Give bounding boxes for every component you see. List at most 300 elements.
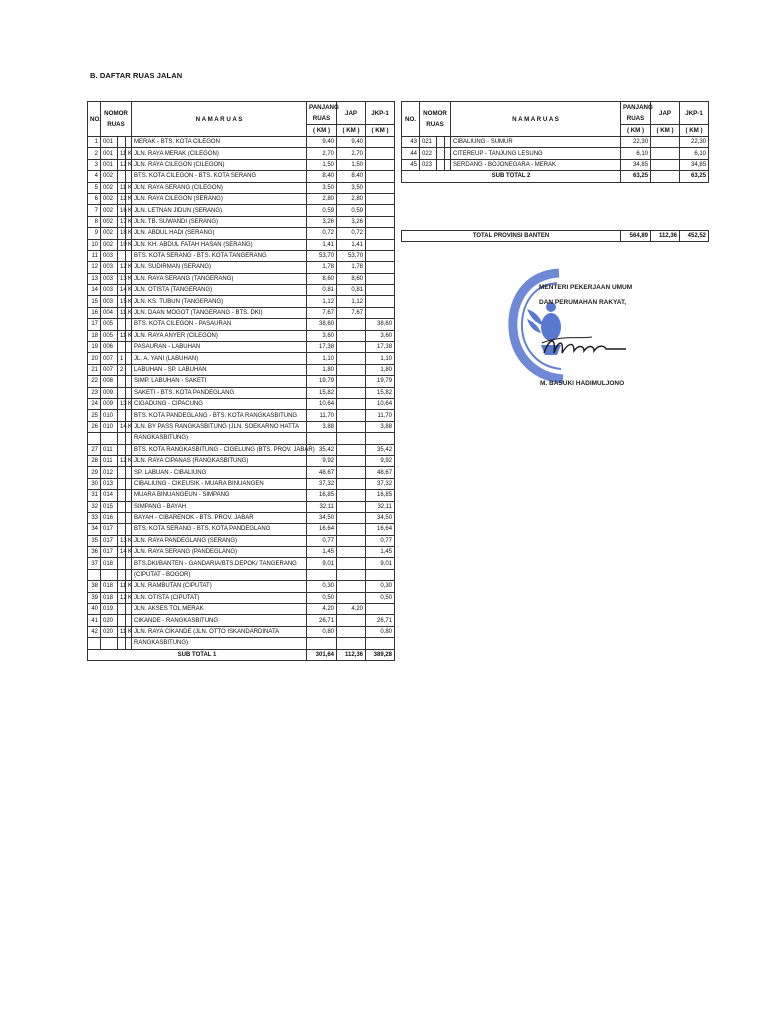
row-no: 37 [88,558,101,569]
row-panjang: 11,70 [307,410,337,421]
row-nomor: 004 [101,307,118,318]
row-k: K [126,398,132,409]
row-no [88,569,101,580]
row-sub: 12 [118,193,126,204]
row-nama: SP. LABUAN - CIBALIUNG [132,467,307,478]
row-jkp: 10,64 [366,398,395,409]
table-row [88,535,395,546]
row-panjang: 1,78 [307,262,337,273]
row-jkp: 17,38 [366,342,395,353]
row-no: 28 [88,455,101,466]
row-jap [337,592,366,603]
row-jap: 1,50 [337,159,366,170]
row-nama: JLN. OTISTA (CIPUTAT) [132,592,307,603]
row-jap: 4,20 [337,604,366,615]
subtotal-1-row [88,649,395,660]
row-k: K [126,159,132,170]
table-row [88,296,395,307]
row-nomor: 006 [101,342,118,353]
row-sub: 11 [118,626,126,637]
row-panjang: 35,42 [307,444,337,455]
row-k: K [126,193,132,204]
table-row [88,501,395,512]
row-no: 12 [88,262,101,273]
header-2-km: ( KM ) [621,125,651,137]
header-km-jkp: ( KM ) [366,125,395,137]
row-k: K [126,285,132,296]
total-jap: 112,36 [651,231,680,242]
row-nama: BTS. KOTA CILEGON - PASAURAN [132,319,307,330]
header-km-jap: ( KM ) [337,125,366,137]
row-jkp: 48,67 [366,467,395,478]
row-nomor: 008 [101,376,118,387]
row-sub: 13 [118,273,126,284]
row-nomor: 003 [101,250,118,261]
row-jap [337,376,366,387]
row-jkp [366,569,395,580]
row-jap: 0,81 [337,285,366,296]
row-nomor: 003 [101,285,118,296]
row-nama: JLN. RAYA SERANG (PANDEGLANG) [132,547,307,558]
row-sub [118,615,126,626]
row-jap [651,137,680,148]
row-jap: 0,72 [337,228,366,239]
signature-scrawl [540,333,630,361]
row-sub [437,159,445,170]
row-no: 8 [88,216,101,227]
row-jap [337,581,366,592]
row-jap: 1,78 [337,262,366,273]
row-jap [337,410,366,421]
table-row [88,330,395,341]
row-jkp [366,262,395,273]
row-nama: BTS. KOTA CILEGON - BTS. KOTA SERANG [132,171,307,182]
row-nomor: 018 [101,558,118,569]
row-jkp: 22,30 [680,137,709,148]
table-row [88,524,395,535]
subtotal-2-label: SUB TOTAL 2 [402,171,621,182]
row-nomor: 023 [420,159,437,170]
row-jap [337,387,366,398]
row-nomor: 011 [101,444,118,455]
row-no: 16 [88,307,101,318]
row-no: 6 [88,193,101,204]
row-sub [118,512,126,523]
row-k: K [126,262,132,273]
table-row [402,137,709,148]
header-nomor-label: NOMOR [104,110,128,117]
row-sub: 11 [118,148,126,159]
row-nama: BTS. KOTA RANGKASBITUNG - CIGELUNG (BTS. PROV. JABAR) [132,444,307,455]
header-2-nama-ruas: N A M A R U A S [451,102,621,137]
row-nomor: 003 [101,262,118,273]
row-jap [337,398,366,409]
table-row [88,159,395,170]
row-k: K [126,535,132,546]
row-jap [337,490,366,501]
row-jkp: 0,77 [366,535,395,546]
row-no: 20 [88,353,101,364]
row-nomor: 017 [101,524,118,535]
row-nomor: 005 [101,319,118,330]
row-nomor: 001 [101,148,118,159]
row-nama: JLN. RAYA MERAK (CILEGON) [132,148,307,159]
row-jap: 7,67 [337,307,366,318]
row-sub: 13 [118,535,126,546]
row-panjang [307,433,337,444]
table-row [402,148,709,159]
row-nama: JLN. LETNAN JIDUN (SERANG) [132,205,307,216]
row-nama: RANGKASBITUNG) [132,638,307,649]
row-panjang: 34,50 [307,512,337,523]
row-nama: JLN. BY PASS RANGKASBITUNG (JLN. SOEKARNO HATTA [132,421,307,432]
row-jap [337,342,366,353]
row-nomor: 002 [101,171,118,182]
row-nama: BTS. KOTA SERANG - BTS. KOTA TANGERANG [132,250,307,261]
row-nomor [101,433,118,444]
row-panjang: 15,82 [307,387,337,398]
row-k: K [126,205,132,216]
row-k: K [126,455,132,466]
header-no: NO. [88,102,101,137]
row-jkp: 11,70 [366,410,395,421]
table-row [88,626,395,637]
row-nama: JLN. KH. ABDUL FATAH HASAN (SERANG) [132,239,307,250]
row-nama: PASAURAN - LABUHAN [132,342,307,353]
table-row [88,239,395,250]
row-sub [118,387,126,398]
row-nomor: 001 [101,137,118,148]
subtotal-2-panjang: 63,25 [621,171,651,182]
row-jkp [366,307,395,318]
header-2-nomor-ruas [420,102,451,137]
table-row [88,433,395,444]
table-row [88,216,395,227]
row-no: 25 [88,410,101,421]
row-jkp: 0,30 [366,581,395,592]
table-row [88,307,395,318]
table-row [88,193,395,204]
row-panjang: 38,60 [307,319,337,330]
header-panjang: PANJANG [307,102,337,114]
row-nomor: 011 [101,455,118,466]
row-no: 5 [88,182,101,193]
row-jkp: 6,10 [680,148,709,159]
row-jap [337,364,366,375]
table-row [88,228,395,239]
table-row [402,159,709,170]
row-jap [337,444,366,455]
row-nomor: 002 [101,182,118,193]
row-panjang: 1,50 [307,159,337,170]
row-nomor: 014 [101,490,118,501]
subtotal-2-row [402,171,709,182]
total-label: TOTAL PROVINSI BANTEN [402,231,621,242]
table-row [88,137,395,148]
row-jap [337,558,366,569]
row-panjang: 1,45 [307,547,337,558]
header-2-no: NO. [402,102,420,137]
row-no: 11 [88,250,101,261]
row-jkp: 19,79 [366,376,395,387]
table-row [88,376,395,387]
subtotal-1-jap: 112,36 [337,649,366,660]
row-panjang: 48,67 [307,467,337,478]
row-panjang: 1,12 [307,296,337,307]
row-nama: CIBALIUNG - SUMUR [451,137,621,148]
row-panjang: 8,60 [307,273,337,284]
row-no: 26 [88,421,101,432]
row-panjang: 34,85 [621,159,651,170]
row-sub: 19 [118,239,126,250]
row-no: 23 [88,387,101,398]
row-jkp: 35,42 [366,444,395,455]
table-row [88,512,395,523]
table-row [88,387,395,398]
row-sub: 15 [118,296,126,307]
row-nama: JLN. DAAN MOGOT (TANGERANG - BTS. DKI) [132,307,307,318]
row-no: 39 [88,592,101,603]
row-sub [118,171,126,182]
row-sub: 14 [118,285,126,296]
total-row [402,231,709,242]
row-nama: RANGKASBITUNG) [132,433,307,444]
row-nomor: 010 [101,410,118,421]
row-jap [337,615,366,626]
row-panjang: 3,88 [307,421,337,432]
row-nomor: 002 [101,216,118,227]
table-row [88,410,395,421]
header-nama-ruas: N A M A R U A S [132,102,307,137]
row-sub: 14 [118,547,126,558]
row-no: 17 [88,319,101,330]
row-jap [337,547,366,558]
table-row [88,558,395,569]
row-jkp: 38,60 [366,319,395,330]
signature-line-2: DAN PERUMAHAN RAKYAT, [539,299,627,306]
row-panjang: 3,26 [307,216,337,227]
row-nama: CIBALIUNG - CIKEUSIK - MUARA BINUANGEN [132,478,307,489]
row-no: 45 [402,159,420,170]
table-2-header [402,102,709,114]
table-row [88,182,395,193]
row-sub [118,524,126,535]
row-panjang: 9,40 [307,137,337,148]
subtotal-1-label: SUB TOTAL 1 [88,649,307,660]
row-nama: JLN. AKSES TOL MERAK [132,604,307,615]
subtotal-1-jkp: 389,28 [366,649,395,660]
row-sub: 12 [118,455,126,466]
row-jap: 0,59 [337,205,366,216]
row-nama: JLN. RAYA SERANG (CILEGON) [132,182,307,193]
row-jkp: 16,64 [366,524,395,535]
row-jap [337,478,366,489]
row-no: 21 [88,364,101,375]
row-no: 3 [88,159,101,170]
row-jkp [366,638,395,649]
row-sub [118,501,126,512]
row-no: 19 [88,342,101,353]
header-km: ( KM ) [307,125,337,137]
row-k: K [126,421,132,432]
row-panjang: 0,59 [307,205,337,216]
row-panjang: 9,01 [307,558,337,569]
header-2-ruas2: RUAS [621,113,651,125]
row-jap: 1,12 [337,296,366,307]
row-panjang: 2,80 [307,193,337,204]
row-jkp: 9,01 [366,558,395,569]
row-nomor: 010 [101,421,118,432]
row-panjang: 37,32 [307,478,337,489]
row-no: 15 [88,296,101,307]
row-k: K [126,228,132,239]
row-panjang: 16,85 [307,490,337,501]
row-jap: 2,70 [337,148,366,159]
row-sub [118,433,126,444]
row-nomor: 002 [101,193,118,204]
row-nama: JLN. TB. SUWANDI (SERANG) [132,216,307,227]
header-ruas2: RUAS [307,113,337,125]
row-no: 44 [402,148,420,159]
row-panjang [307,569,337,580]
row-nomor: 007 [101,364,118,375]
row-k: K [126,148,132,159]
row-k: K [126,273,132,284]
row-panjang: 8,40 [307,171,337,182]
row-nama: BTS. KOTA SERANG - BTS. KOTA PANDEGLANG [132,524,307,535]
row-sub [118,638,126,649]
row-panjang: 10,64 [307,398,337,409]
row-sub [118,490,126,501]
row-nomor: 018 [101,581,118,592]
row-no: 31 [88,490,101,501]
row-k: K [126,547,132,558]
row-nomor: 009 [101,387,118,398]
row-panjang: 22,30 [621,137,651,148]
row-no: 2 [88,148,101,159]
row-jkp [366,216,395,227]
row-nama: BTS. KOTA PANDEGLANG - BTS. KOTA RANGKASBITUNG [132,410,307,421]
row-panjang: 0,72 [307,228,337,239]
row-nomor: 020 [101,615,118,626]
total-jkp: 452,52 [680,231,709,242]
table-row [88,148,395,159]
table-row [88,364,395,375]
row-jap: 9,40 [337,137,366,148]
table-row [88,171,395,182]
header-2-nomor-label: NOMOR [423,110,447,117]
row-nama: MUARA BINUANGEUN - SIMPANG [132,490,307,501]
header-jap: JAP [337,102,366,125]
header-jkp: JKP-1 [366,102,395,125]
signature-line-1: MENTERI PEKERJAAN UMUM [539,284,633,291]
row-panjang: 3,60 [307,330,337,341]
row-jkp: 0,80 [366,626,395,637]
row-jap [337,501,366,512]
row-jap [337,638,366,649]
total-panjang: 564,89 [621,231,651,242]
header-ruas-label: RUAS [107,121,125,128]
row-sub: 2 [118,364,126,375]
signature-name: M. BASUKI HADIMULJONO [540,380,625,387]
row-jkp [366,193,395,204]
row-jap [337,512,366,523]
row-no [88,638,101,649]
row-nama: CITEREUP - TANJUNG LESUNG [451,148,621,159]
row-jkp: 34,85 [680,159,709,170]
row-sub [118,569,126,580]
row-panjang: 19,79 [307,376,337,387]
row-nomor: 017 [101,535,118,546]
row-nama: JLN. RAYA SERANG (TANGERANG) [132,273,307,284]
row-panjang: 0,80 [307,626,337,637]
row-panjang: 6,10 [621,148,651,159]
row-jap [337,353,366,364]
row-nomor: 022 [420,148,437,159]
row-jkp [366,159,395,170]
row-nomor: 013 [101,478,118,489]
table-row [88,581,395,592]
row-jap [337,569,366,580]
row-jap: 2,80 [337,193,366,204]
row-jap: 3,50 [337,182,366,193]
row-jkp [366,250,395,261]
row-sub: 12 [118,159,126,170]
row-nama: SAKETI - BTS. KOTA PANDEGLANG [132,387,307,398]
row-jkp: 1,45 [366,547,395,558]
row-sub [118,376,126,387]
row-panjang: 32,11 [307,501,337,512]
table-row [88,455,395,466]
row-no: 1 [88,137,101,148]
row-k: K [126,216,132,227]
row-jap [337,626,366,637]
row-panjang: 2,70 [307,148,337,159]
row-panjang: 16,64 [307,524,337,535]
row-nomor: 016 [101,512,118,523]
row-jkp [366,273,395,284]
row-jap: 3,26 [337,216,366,227]
row-sub [118,467,126,478]
row-sub: 12 [118,262,126,273]
row-nama: JLN. KS. TUBUN (TANGERANG) [132,296,307,307]
row-nomor: 005 [101,330,118,341]
header-nomor-ruas [101,102,132,137]
row-no: 10 [88,239,101,250]
row-nama: JLN. RAYA PANDEGLANG (SERANG) [132,535,307,546]
row-nama: SIMPANG - BAYAH [132,501,307,512]
row-no: 24 [88,398,101,409]
row-no: 18 [88,330,101,341]
row-sub [118,342,126,353]
row-no: 33 [88,512,101,523]
row-nomor: 020 [101,626,118,637]
row-k: K [126,239,132,250]
row-jkp [366,148,395,159]
subtotal-2-jap [651,171,680,182]
row-nomor: 019 [101,604,118,615]
row-jap [337,319,366,330]
row-sub [118,444,126,455]
row-no: 9 [88,228,101,239]
row-jap: 1,41 [337,239,366,250]
row-jkp [366,171,395,182]
header-2-jap: JAP [651,102,680,125]
row-panjang: 1,10 [307,353,337,364]
row-nomor: 003 [101,273,118,284]
table-row [88,569,395,580]
row-no: 4 [88,171,101,182]
